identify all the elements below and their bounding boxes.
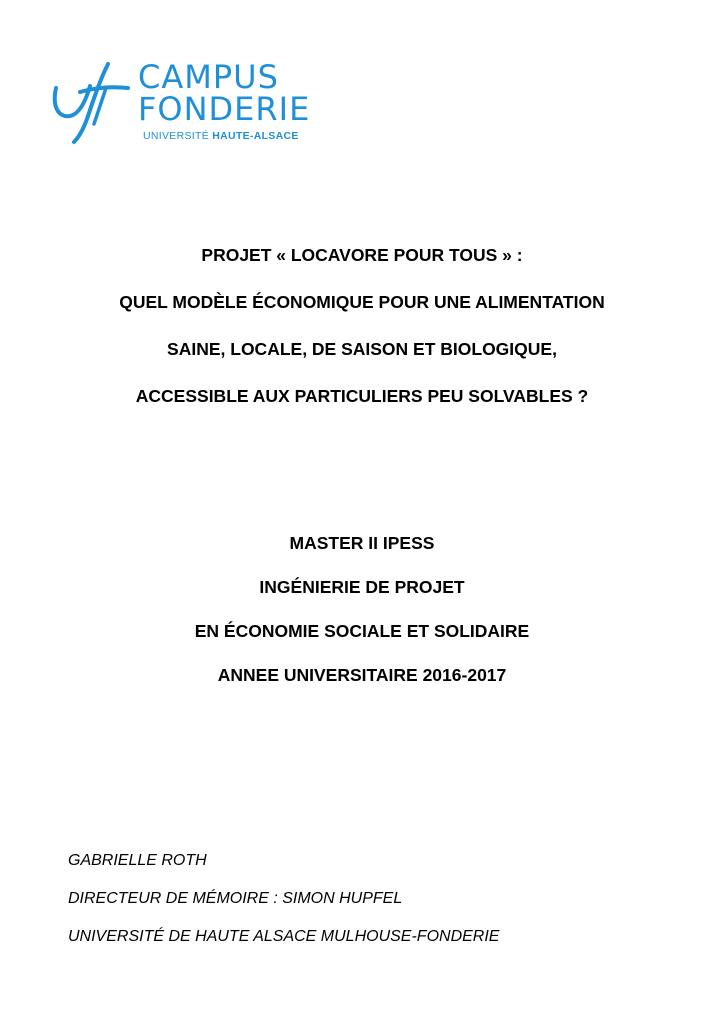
author-name: GABRIELLE ROTH (68, 852, 207, 869)
program-line: INGÉNIERIE DE PROJET (259, 577, 465, 597)
author-info (68, 851, 499, 965)
logo-university-prefix: UNIVERSITÉ (143, 130, 213, 142)
program-line: EN ÉCONOMIE SOCIALE ET SOLIDAIRE (194, 621, 530, 641)
campus-fonderie-logo-mark (50, 58, 140, 148)
title-line: PROJET « LOCAVORE POUR TOUS » : (201, 245, 523, 265)
logo-university-text (143, 131, 299, 142)
campus-fonderie-logo (50, 58, 340, 148)
thesis-director: DIRECTEUR DE MÉMOIRE : SIMON HUPFEL (68, 890, 403, 907)
program-line: ANNEE UNIVERSITAIRE 2016-2017 (217, 665, 507, 685)
title-line: SAINE, LOCALE, DE SAISON ET BIOLOGIQUE, (167, 339, 557, 359)
title-line: ACCESSIBLE AUX PARTICULIERS PEU SOLVABLES ? (135, 386, 589, 406)
logo-campus-text: CAMPUS (138, 58, 279, 96)
thesis-title (0, 245, 724, 433)
title-line: QUEL MODÈLE ÉCONOMIQUE POUR UNE ALIMENTATION (119, 292, 605, 312)
program-line: MASTER II IPESS (289, 533, 435, 553)
logo-fonderie-text: FONDERIE (138, 90, 311, 128)
program-info (0, 533, 724, 709)
university-name: UNIVERSITÉ DE HAUTE ALSACE MULHOUSE-FONDERIE (68, 928, 500, 945)
logo-university-name: HAUTE-ALSACE (212, 130, 299, 142)
